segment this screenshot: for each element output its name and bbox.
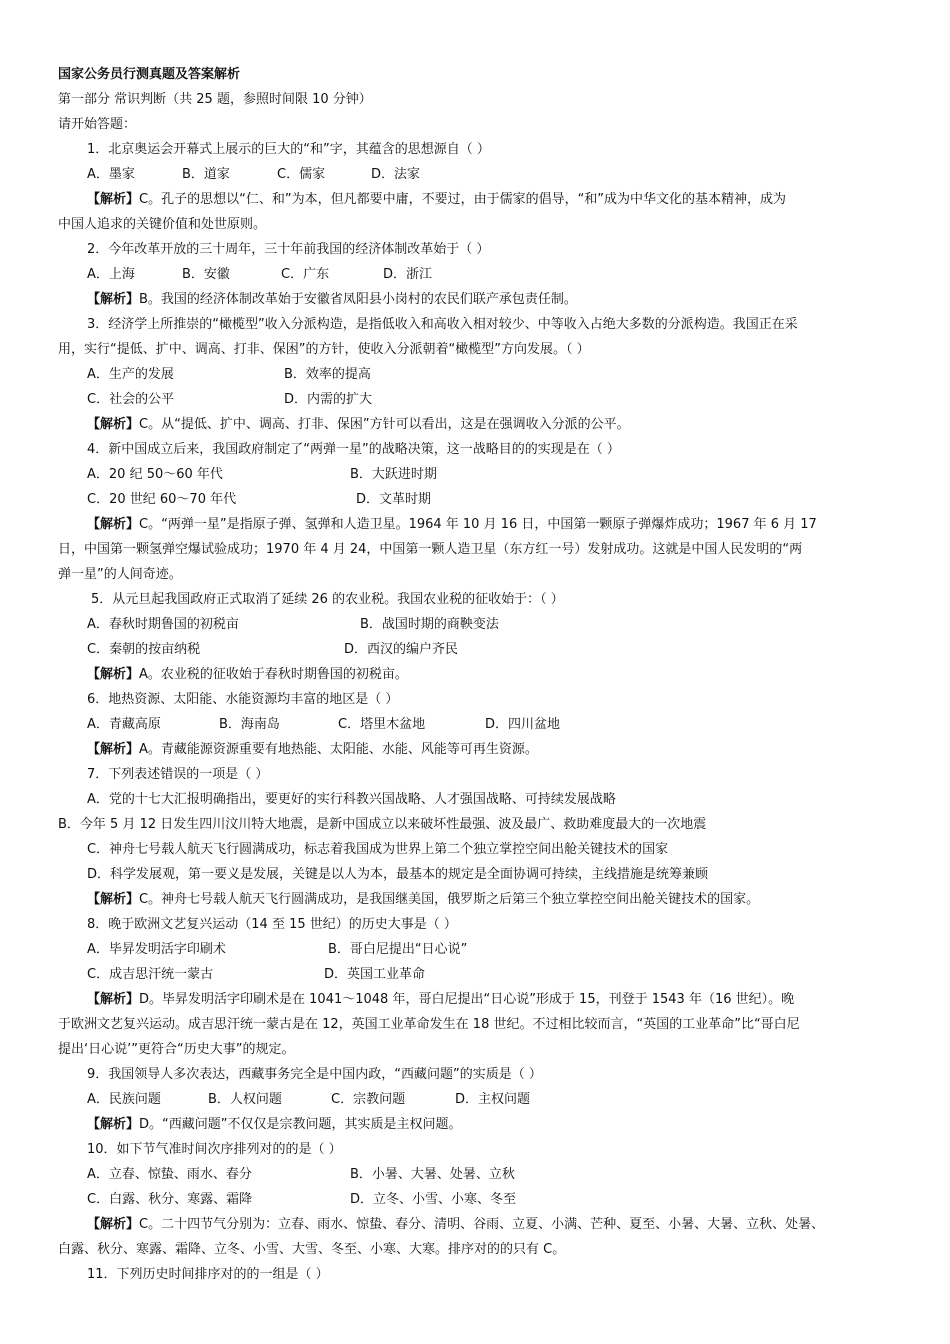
q5-option-b: B．战国时期的商鞅变法 (360, 617, 499, 632)
q6-stem: 6．地热资源、太阳能、水能资源均丰富的地区是（ ） (87, 692, 399, 707)
q8-analysis-cont: 于欧洲文艺复兴运动。成吉思汗统一蒙古是在 12，英国工业革命发生在 18 世纪。不过相比较而言，“英国的工业革命”比“哥白尼 (58, 1017, 800, 1032)
q6-analysis (87, 741, 895, 759)
q2-option-c: C．广东 (281, 267, 330, 282)
q6-option-c: C．塔里木盆地 (338, 717, 426, 732)
q9-analysis (87, 1116, 895, 1134)
q3-analysis-text: C。从“提低、扩中、调高、打非、保困”方针可以看出，这是在强调收入分派的公平。 (139, 417, 630, 432)
q2-analysis-text: B。我国的经济体制改革始于安徽省凤阳县小岗村的农民们联产承包责任制。 (139, 292, 577, 307)
q5-option-c: C．秦朝的按亩纳税 (87, 642, 201, 657)
q1-analysis-text: C。孔子的思想以“仁、和”为本，但凡都要中庸，不要过，由于儒家的倡导，“和”成为中华文化的基本精神，成为 (139, 192, 787, 207)
q1-analysis (87, 191, 895, 209)
q10-option-a: A．立春、惊蛰、雨水、春分 (87, 1167, 252, 1182)
q9-option-b: B．人权问题 (208, 1092, 282, 1107)
q2-stem: 2．今年改革开放的三十周年，三十年前我国的经济体制改革始于（ ） (87, 242, 490, 257)
q8-analysis-cont2: 提出‘日心说’”更符合“历史大事”的规定。 (58, 1042, 295, 1057)
q7-analysis-text: C。神舟七号载人航天飞行圆满成功，是我国继美国，俄罗斯之后第三个独立掌控空间出舱关键技术的国家。 (139, 892, 760, 907)
q8-option-b: B．哥白尼提出“日心说” (328, 942, 468, 957)
q3-stem: 3．经济学上所推崇的“橄榄型”收入分派构造，是指低收入和高收入相对较少、中等收入占绝大多数的分派构造。我国正在采 (87, 317, 798, 332)
intro-text: 请开始答题： (58, 117, 137, 132)
q8-analysis (87, 991, 895, 1009)
q10-analysis-text: C。二十四节气分别为：立春、雨水、惊蛰、春分、清明、谷雨、立夏、小满、芒种、夏至、小暑、大暑、立秋、处暑、 (139, 1217, 825, 1232)
q3-option-a: A．生产的发展 (87, 367, 174, 382)
q4-analysis-cont2: 弹一星”的人间奇迹。 (58, 567, 182, 582)
q10-option-c: C．白露、秋分、寒露、霜降 (87, 1192, 253, 1207)
q8-option-d: D．英国工业革命 (324, 967, 426, 982)
q8-analysis-text: D。毕昇发明活字印刷术是在 1041～1048 年，哥白尼提出“日心说”形成于 15，刊登于 1543 年（16 世纪）。晚 (139, 992, 795, 1007)
q3-analysis (87, 416, 895, 434)
q3-option-b: B．效率的提高 (284, 367, 371, 382)
q3-stem-cont: 用，实行“提低、扩中、调高、打非、保困”的方针，使收入分派朝着“橄榄型”方向发展。（ ） (58, 342, 590, 357)
q4-option-c: C．20 世纪 60～70 年代 (87, 492, 237, 507)
q1-analysis-cont: 中国人追求的关键价值和处世原则。 (58, 217, 267, 232)
analysis-tag: 【解析】 (87, 1117, 140, 1132)
q2-option-d: D．浙江 (383, 267, 433, 282)
analysis-tag: 【解析】 (87, 192, 140, 207)
q1-option-b: B．道家 (182, 167, 230, 182)
q4-option-d: D．文革时期 (356, 492, 432, 507)
q10-stem: 10．如下节气准时间次序排列对的的是（ ） (87, 1142, 342, 1157)
q7-stem: 7．下列表述错误的一项是（ ） (87, 767, 269, 782)
q5-stem: 5．从元旦起我国政府正式取消了延续 26 的农业税。我国农业税的征收始于：（ ） (91, 592, 564, 607)
analysis-tag: 【解析】 (87, 417, 140, 432)
q4-stem: 4．新中国成立后来，我国政府制定了“两弹一星”的战略决策，这一战略目的的实现是在（ ） (87, 442, 620, 457)
analysis-tag: 【解析】 (87, 517, 140, 532)
q11-stem: 11．下列历史时间排序对的的一组是（ ） (87, 1267, 329, 1282)
q1-option-d: D．法家 (371, 167, 421, 182)
analysis-tag: 【解析】 (87, 292, 140, 307)
q7-option-d: D．科学发展观，第一要义是发展，关键是以人为本，最基本的规定是全面协调可持续，主线措施是统筹兼顾 (87, 867, 709, 882)
q7-option-c: C．神舟七号载人航天飞行圆满成功，标志着我国成为世界上第二个独立掌控空间出舱关键技术的国家 (87, 842, 669, 857)
q6-option-d: D．四川盆地 (485, 717, 561, 732)
analysis-tag: 【解析】 (87, 992, 140, 1007)
q4-option-b: B．大跃进时期 (350, 467, 437, 482)
analysis-tag: 【解析】 (87, 892, 140, 907)
q6-option-a: A．青藏高原 (87, 717, 161, 732)
q5-analysis (87, 666, 895, 684)
q9-stem: 9．我国领导人多次表达，西藏事务完全是中国内政，“西藏问题”的实质是（ ） (87, 1067, 542, 1082)
q3-option-c: C．社会的公平 (87, 392, 175, 407)
q10-analysis (87, 1216, 895, 1234)
q5-option-d: D．西汉的编户齐民 (344, 642, 459, 657)
q3-option-d: D．内需的扩大 (284, 392, 373, 407)
q10-analysis-cont: 白露、秋分、寒露、霜降、立冬、小雪、大雪、冬至、小寒、大寒。排序对的的只有 C。 (58, 1242, 566, 1257)
q2-option-a: A．上海 (87, 267, 135, 282)
q1-option-a: A．墨家 (87, 167, 135, 182)
q1-stem: 1．北京奥运会开幕式上展示的巨大的“和”字，其蕴含的思想源自（ ） (87, 142, 490, 157)
q9-option-d: D．主权问题 (455, 1092, 531, 1107)
q8-stem: 8．晚于欧洲文艺复兴运动（14 至 15 世纪）的历史大事是（ ） (87, 917, 457, 932)
analysis-tag: 【解析】 (87, 667, 140, 682)
q5-analysis-text: A。农业税的征收始于春秋时期鲁国的初税亩。 (139, 667, 408, 682)
q9-option-a: A．民族问题 (87, 1092, 161, 1107)
section-heading: 第一部分 常识判断（共 25 题，参照时间限 10 分钟） (58, 92, 372, 107)
q10-option-d: D．立冬、小雪、小寒、冬至 (350, 1192, 517, 1207)
q2-analysis (87, 291, 895, 309)
q7-analysis (87, 891, 895, 909)
q4-analysis-text: C。“两弹一星”是指原子弹、氢弹和人造卫星。1964 年 10 月 16 日，中国第一颗原子弹爆炸成功；1967 年 6 月 17 (139, 517, 817, 532)
q4-analysis-cont: 日，中国第一颗氢弹空爆试验成功；1970 年 4 月 24，中国第一颗人造卫星（东方红一号）发射成功。这就是中国人民发明的“两 (58, 542, 803, 557)
q2-option-b: B．安徽 (182, 267, 230, 282)
q4-option-a: A．20 纪 50～60 年代 (87, 467, 223, 482)
q9-option-c: C．宗教问题 (331, 1092, 406, 1107)
analysis-tag: 【解析】 (87, 742, 140, 757)
q1-option-c: C．儒家 (277, 167, 326, 182)
q5-option-a: A．春秋时期鲁国的初税亩 (87, 617, 239, 632)
document-title: 国家公务员行测真题及答案解析 (58, 67, 241, 82)
q10-option-b: B．小暑、大暑、处暑、立秋 (350, 1167, 515, 1182)
analysis-tag: 【解析】 (87, 1217, 140, 1232)
q4-analysis (87, 516, 895, 534)
q6-option-b: B．海南岛 (219, 717, 280, 732)
q7-option-a: A．党的十七大汇报明确指出，要更好的实行科教兴国战略、人才强国战略、可持续发展战略 (87, 792, 616, 807)
q8-option-a: A．毕昇发明活字印刷术 (87, 942, 226, 957)
q9-analysis-text: D。“西藏问题”不仅仅是宗教问题，其实质是主权问题。 (139, 1117, 462, 1132)
q7-option-b: B．今年 5 月 12 日发生四川汶川特大地震，是新中国成立以来破坏性最强、波及最广、救助难度最大的一次地震 (58, 817, 707, 832)
q8-option-c: C．成吉思汗统一蒙古 (87, 967, 214, 982)
q6-analysis-text: A。青藏能源资源重要有地热能、太阳能、水能、风能等可再生资源。 (139, 742, 538, 757)
